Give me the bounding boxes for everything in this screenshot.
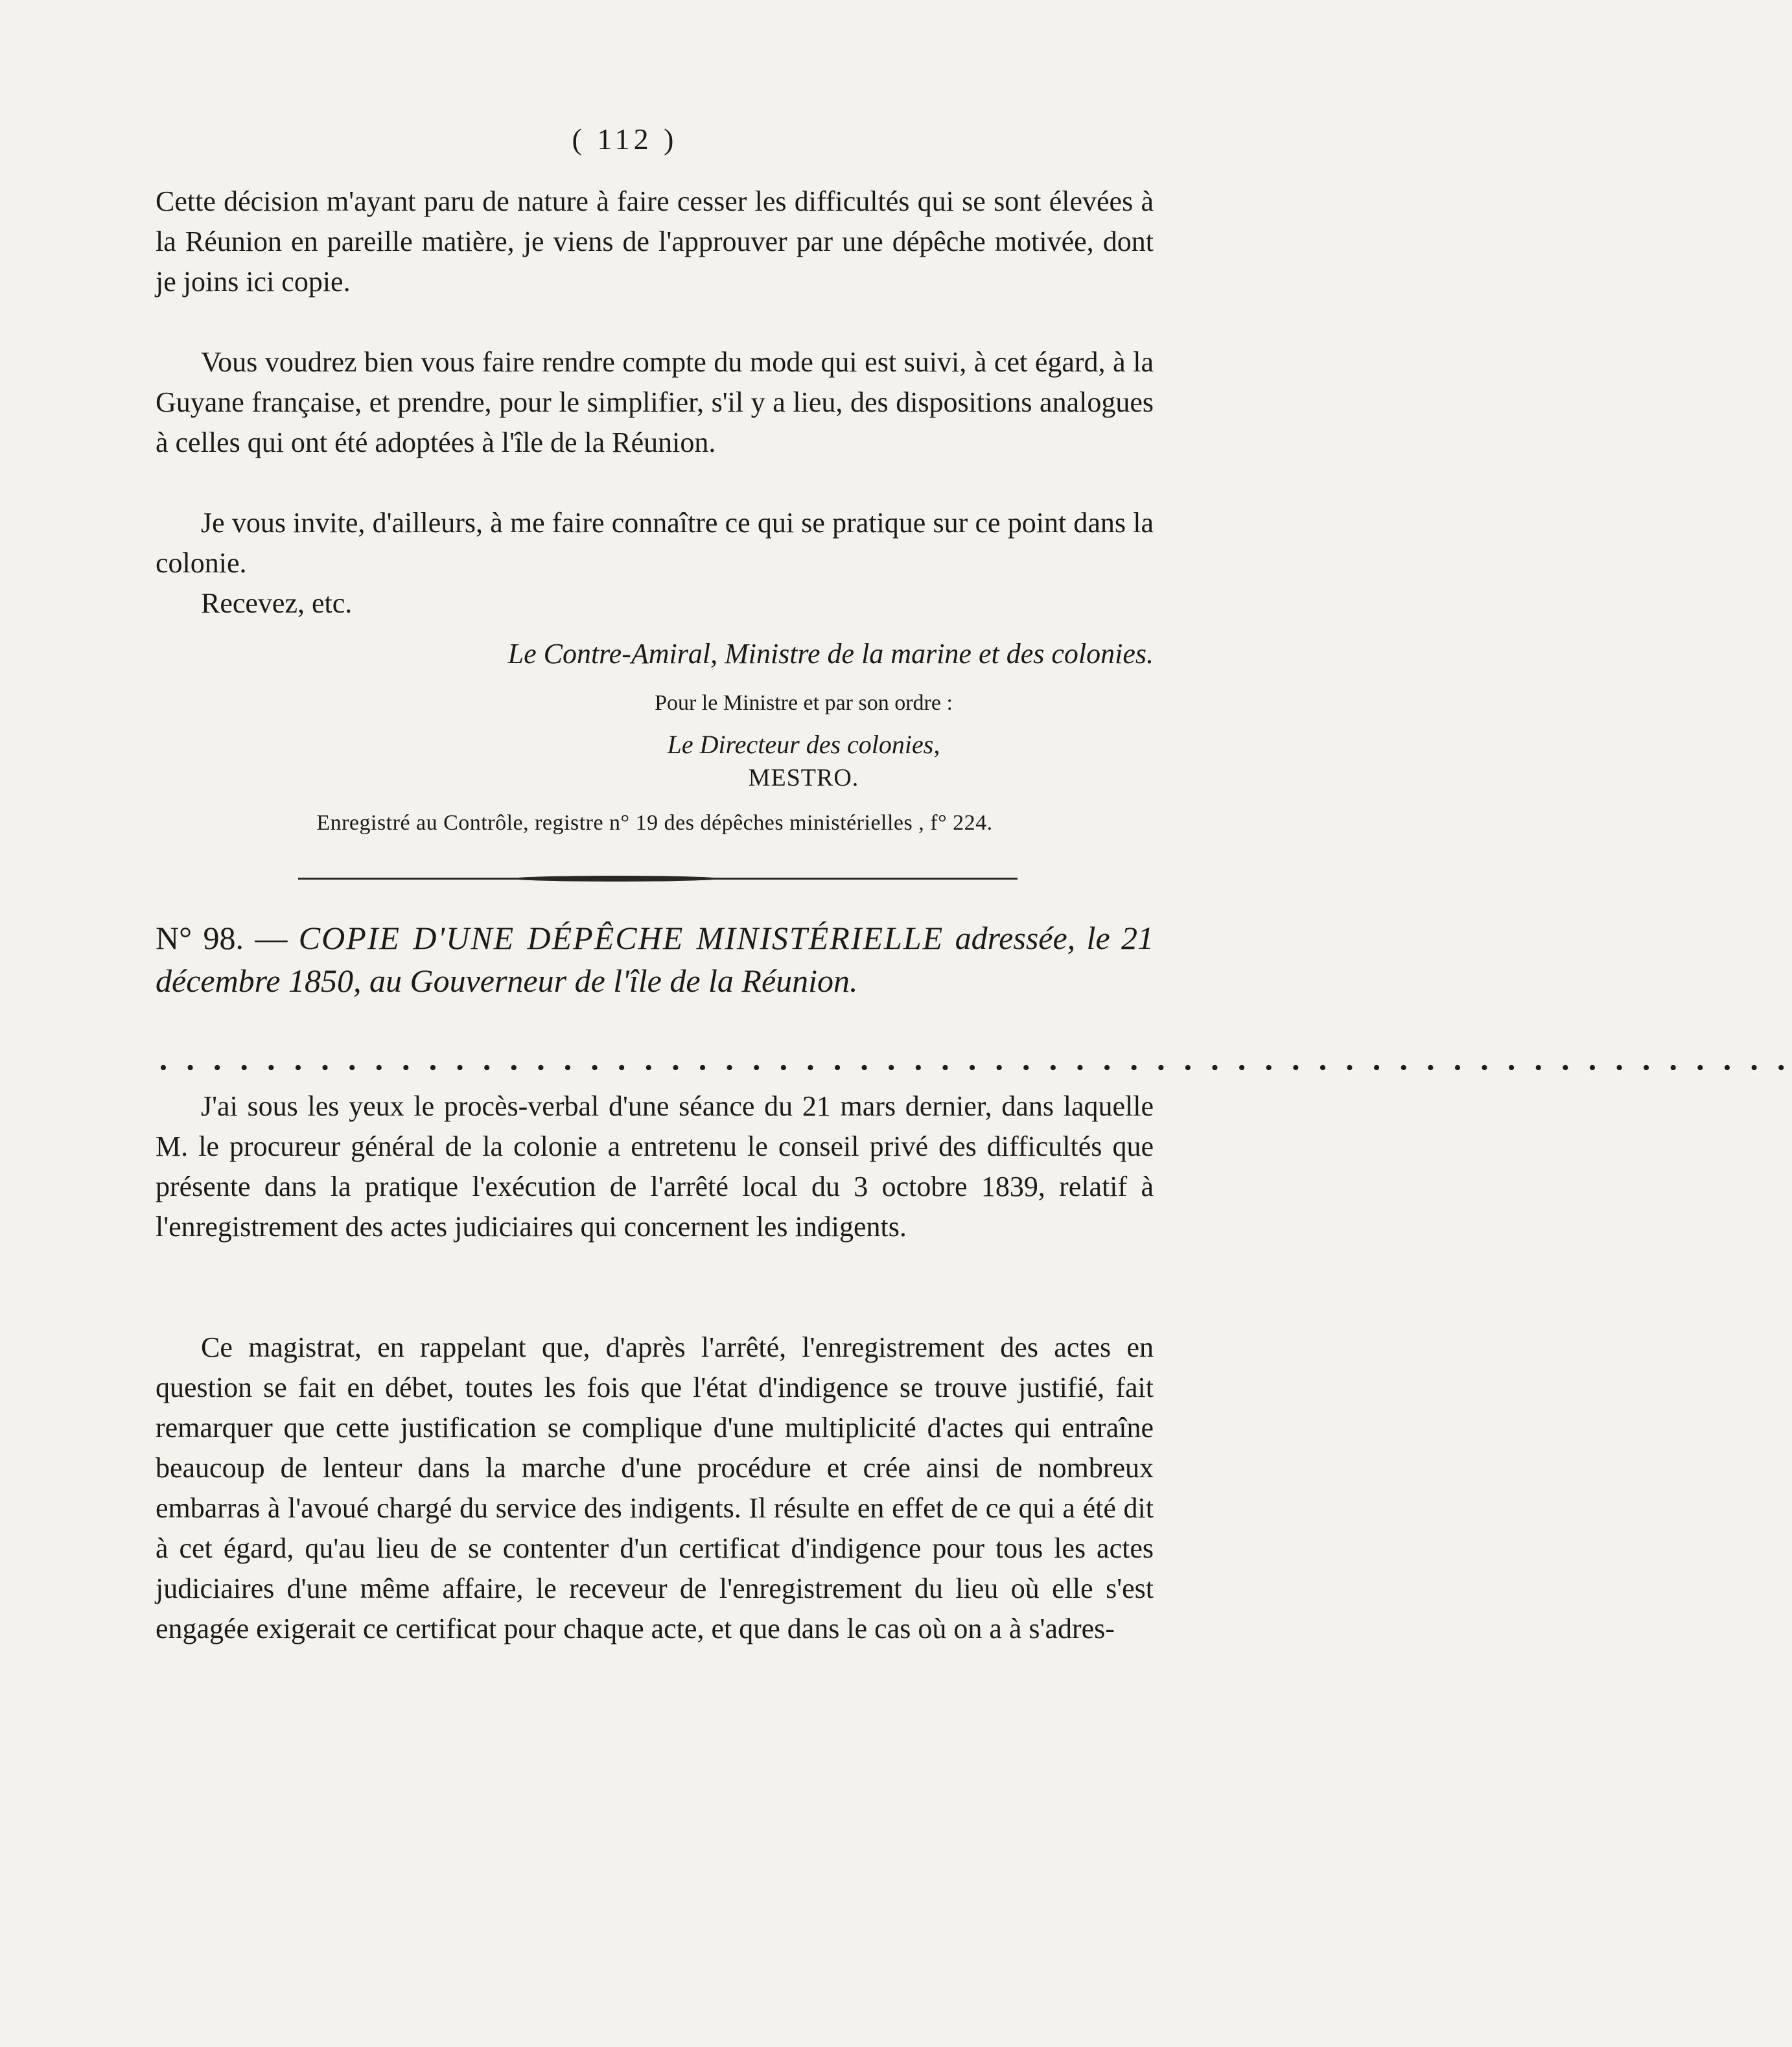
paragraph-proces-verbal: J'ai sous les yeux le procès-verbal d'une séance du 21 mars dernier, dans laquelle M. le procureur général de la colonie a entretenu le conseil privé des difficultés que présente dans la pratique l'exécution de l'arrêté local du 3 octobre 1839, relatif à l'enregistrement des actes judiciaires qui concernent les indigents. [156, 1090, 1154, 1243]
section-title: COPIE D'UNE DÉPÊCHE MINISTÉRIELLE [298, 920, 944, 956]
registration-note: Enregistré au Contrôle, registre n° 19 des dépêches ministérielles , f° 224. [316, 811, 993, 835]
ellipsis-leader: • • • • • • • • • • • • • • • • • • • • • • • • • • • • • • • • • • • • • • • • • • • • • • • • • • • • • • • • • • • • • [159, 1056, 1792, 1080]
section-subtitle: adressée, le 21 décembre 1850, au Gouverneur de l'île de la Réunion. [156, 920, 1154, 999]
section-heading [156, 917, 1154, 1002]
section-number: N° 98. — [156, 920, 288, 956]
signature-name: MESTRO. [748, 764, 859, 791]
page-number: ( 112 ) [572, 123, 678, 156]
paragraph-invitation: Je vous invite, d'ailleurs, à me faire connaître ce qui se pratique sur ce point dans la colonie. [156, 507, 1154, 579]
signature-director-title: Le Directeur des colonies, [667, 730, 940, 759]
paragraph-magistrat: Ce magistrat, en rappelant que, d'après l'arrêté, l'enregistrement des actes en question se fait en débet, toutes les fois que l'état d'indigence se trouve justifié, fait remarquer que cette justification se complique d'une multiplicité d'actes qui entraîne beaucoup de lenteur dans la marche d'une procédure et crée ainsi de nombreux embarras à l'avoué chargé du service des indigents. Il résulte en effet de ce qui a été dit à cet égard, qu'au lieu de se contenter d'un certificat d'indigence pour tous les actes judiciaires d'une même affaire, le receveur de l'enregistrement du lieu où elle s'est engagée exigerait ce certificat pour chaque acte, et que dans le cas où on a à s'adres- [156, 1331, 1154, 1644]
signature-minister: Le Contre-Amiral, Ministre de la marine et des colonies. [507, 638, 1154, 670]
paragraph-decision: Cette décision m'ayant paru de nature à faire cesser les difficultés qui se sont élevées à la Réunion en pareille matière, je viens de l'approuver par une dépêche motivée, dont je joins ici copie. [156, 185, 1154, 298]
section-divider [298, 878, 1018, 880]
paragraph-closing: Recevez, etc. [201, 587, 353, 619]
paragraph-guyane: Vous voudrez bien vous faire rendre compte du mode qui est suivi, à cet égard, à la Guyane française, et prendre, pour le simplifier, s'il y a lieu, des dispositions analogues à celles qui ont été adoptées à l'île de la Réunion. [156, 346, 1154, 458]
signature-delegation: Pour le Ministre et par son ordre : [655, 691, 953, 715]
